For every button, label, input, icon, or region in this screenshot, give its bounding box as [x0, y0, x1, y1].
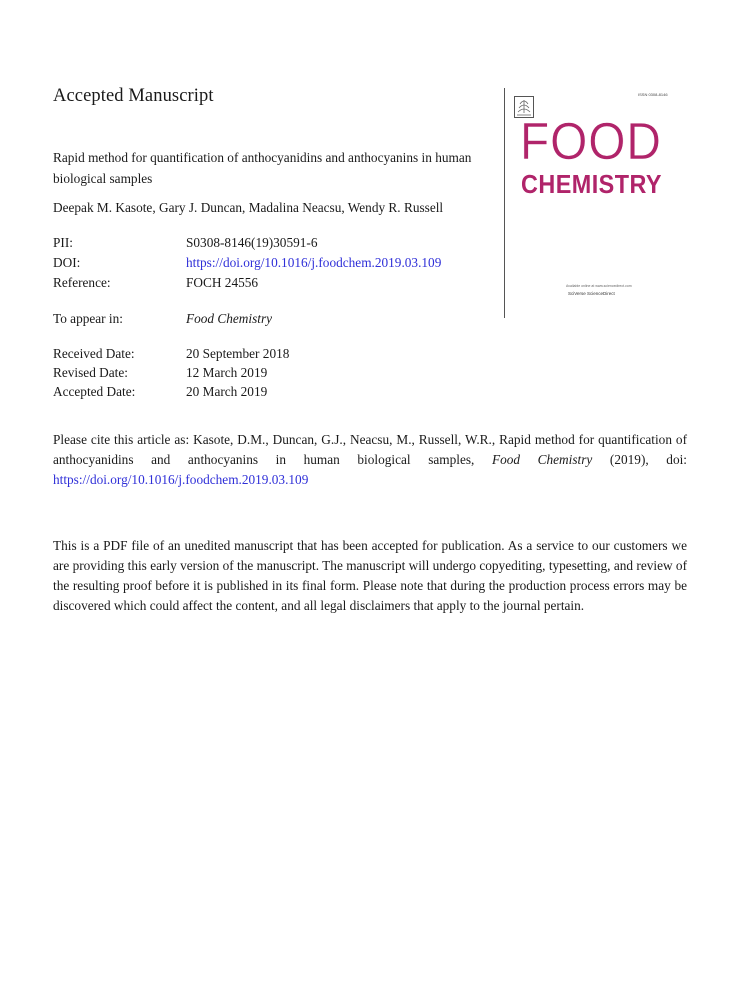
- date-label: Revised Date:: [53, 365, 128, 380]
- cover-title-chemistry: CHEMISTRY: [521, 169, 662, 199]
- article-title: Rapid method for quantification of anthocyanidins and anthocyanins in human biological samples: [53, 150, 472, 186]
- identifier-label: PII:: [53, 235, 73, 250]
- citation-year-doi: (2019), doi:: [609, 452, 687, 467]
- journal-cover: [506, 88, 676, 318]
- citation-text: Please cite this article as: Kasote, D.M., Duncan, G.J., Neacsu, M., Russell, W.R., Rapid method for quantification of anthocyanidins and anthocyanins in human biological samples,: [53, 432, 687, 467]
- date-value: 12 March 2019: [186, 365, 268, 380]
- disclaimer-paragraph: This is a PDF file of an unedited manuscript that has been accepted for publication. As a service to our customers we are providing this early version of the manuscript. The manuscript will undergo copyediting, typesetting, and review of the resulting proof before it is published in its final form. Please note that during the production process errors may be discovered which could affect the content, and all legal disclaimers that apply to the journal pertain.: [53, 538, 687, 613]
- appear-in-label: To appear in:: [53, 311, 123, 326]
- date-label: Received Date:: [53, 346, 135, 361]
- cover-divider: [504, 88, 505, 318]
- date-value: 20 March 2019: [186, 384, 268, 399]
- identifier-label: DOI:: [53, 255, 81, 270]
- cover-platform: SciVerse ScienceDirect: [568, 291, 615, 296]
- citation-journal: Food Chemistry: [491, 452, 593, 467]
- pii-value: S0308-8146(19)30591-6: [186, 235, 318, 250]
- cover-issn: ISSN 0308-8146: [638, 92, 668, 97]
- page-title: Accepted Manuscript: [53, 86, 214, 106]
- author-list: Deepak M. Kasote, Gary J. Duncan, Madalina Neacsu, Wendy R. Russell: [53, 200, 444, 215]
- identifier-label: Reference:: [53, 275, 111, 290]
- date-value: 20 September 2018: [186, 346, 290, 361]
- citation-doi-link[interactable]: https://doi.org/10.1016/j.foodchem.2019.03.109: [53, 472, 309, 487]
- cover-availability-note: Available online at www.sciencedirect.com: [566, 284, 632, 288]
- journal-name: Food Chemistry: [186, 311, 273, 326]
- doi-link[interactable]: https://doi.org/10.1016/j.foodchem.2019.03.109: [186, 255, 442, 270]
- cover-title-food: FOOD: [520, 113, 662, 171]
- citation-paragraph: [53, 430, 687, 490]
- reference-value: FOCH 24556: [186, 275, 259, 290]
- date-label: Accepted Date:: [53, 384, 136, 399]
